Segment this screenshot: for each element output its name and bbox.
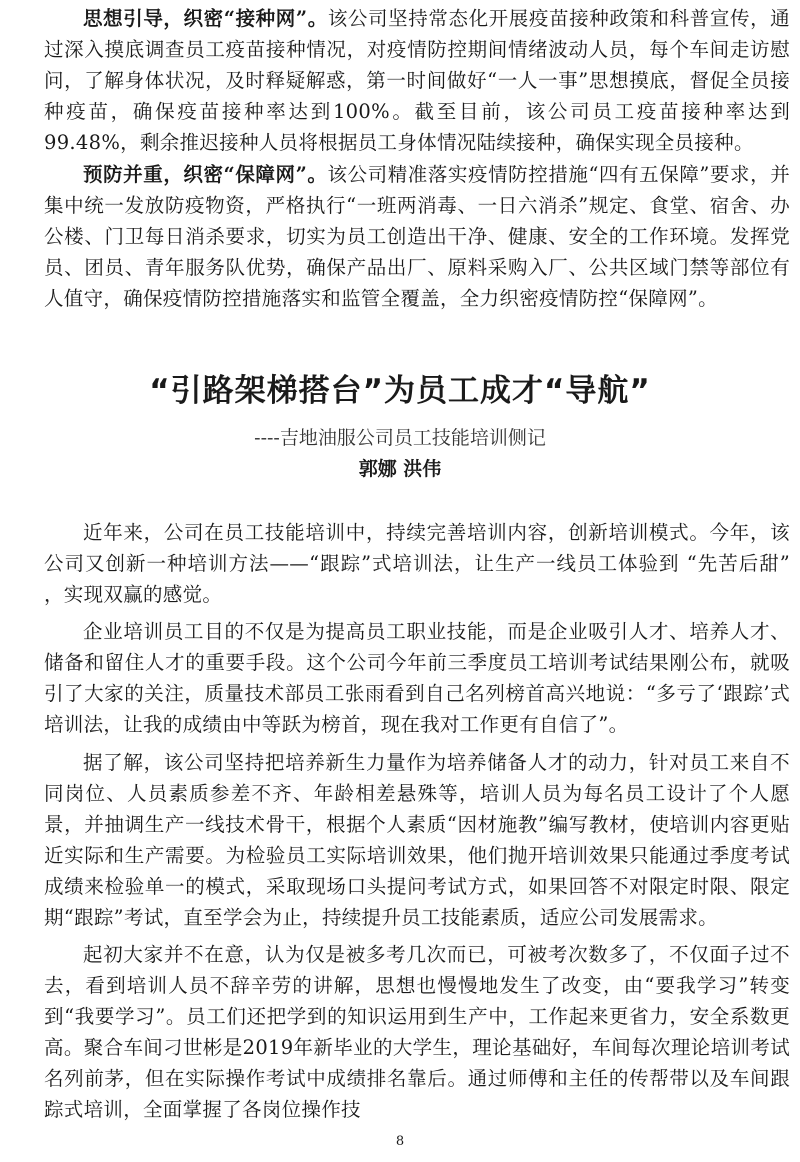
article-paragraph: 据了解，该公司坚持把培养新生力量作为培养储备人才的动力，针对员工来自不同岗位、人员素质参差不齐、年龄相差悬殊等，培训人员为每名员工设计了个人愿景，并抽调生产一线技术骨干，根据个人素质“因材施教”编写教材，使培训内容更贴近实际和生产需要。为检验员工实际培训效果，他们抛开培训效果只能通过季度考试成绩来检验单一的模式，采取现场口头提问考试方式，如果回答不对限定时限、限定期“跟踪”考试，直至学会为止，持续提升员工技能素质，适应公司发展需求。 xyxy=(44,751,790,929)
paragraph-body: 该公司精准落实疫情防控措施“四有五保障”要求，并集中统一发放防疫物资，严格执行“一班两消毒、一日六消杀”规定、食堂、宿舍、办公楼、门卫每日消杀要求，切实为员工创造出干净、健康、安全的工作环境。发挥党员、团员、青年服务队优势，确保产品出厂、原料采购入厂、公共区域门禁等部位有人值守，确保疫情防控措施落实和监管全覆盖，全力织密疫情防控“保障网”。 xyxy=(44,163,790,310)
paragraph-lead-heading: 预防并重，织密“保障网”。 xyxy=(83,163,328,186)
article-paragraph: 企业培训员工目的不仅是为提高员工职业技能，而是企业吸引人才、培养人才、储备和留住人才的重要手段。这个公司今年前三季度员工培训考试结果刚公布，就吸引了大家的关注，质量技术部员工张雨看到自己名列榜首高兴地说：“多亏了‘跟踪’式培训法，让我的成绩由中等跃为榜首，现在我对工作更有自信了”。 xyxy=(44,620,790,736)
article-authors: 郭娜 洪伟 xyxy=(358,458,442,480)
article-title: “引路架梯搭台”为员工成才“导航” xyxy=(149,373,651,409)
intro-paragraph-prevention xyxy=(44,159,790,314)
article-paragraph: 近年来，公司在员工技能培训中，持续完善培训内容，创新培训模式。今年，该公司又创新一种培训方法——“跟踪”式培训法，让生产一线员工体验到 “先苦后甜” ，实现双赢的感觉。 xyxy=(44,521,790,606)
article-paragraph: 起初大家并不在意，认为仅是被多考几次而已，可被考次数多了，不仅面子过不去，看到培训人员不辞辛劳的讲解，思想也慢慢地发生了改变，由“要我学习”转变到“我要学习”。员工们还把学到的知识运用到生产中，工作起来更省力，安全系数更高。聚合车间刁世彬是2019年新毕业的大学生，理论基础好，车间每次理论培训考试名列前茅，但在实际操作考试中成绩排名靠后。通过师傅和主任的传帮带以及车间跟踪式培训，全面掌握了各岗位操作技 xyxy=(44,943,790,1121)
paragraph-body: 该公司坚持常态化开展疫苗接种政策和科普宣传，通过深入摸底调查员工疫苗接种情况，对疫情防控期间情绪波动人员，每个车间走访慰问，了解身体状况，及时释疑解惑，第一时间做好“一人一事”思想摸底，督促全员接种疫苗，确保疫苗接种率达到100%。截至目前，该公司员工疫苗接种率达到99.48%，剩余推迟接种人员将根据员工身体情况陆续接种，确保实现全员接种。 xyxy=(44,7,790,154)
article-subtitle: ----吉地油服公司员工技能培训侧记 xyxy=(254,427,546,449)
paragraph-lead-heading: 思想引导，织密“接种网”。 xyxy=(83,7,328,30)
intro-paragraph-vaccination xyxy=(44,3,790,158)
page-number: 8 xyxy=(395,1134,405,1149)
